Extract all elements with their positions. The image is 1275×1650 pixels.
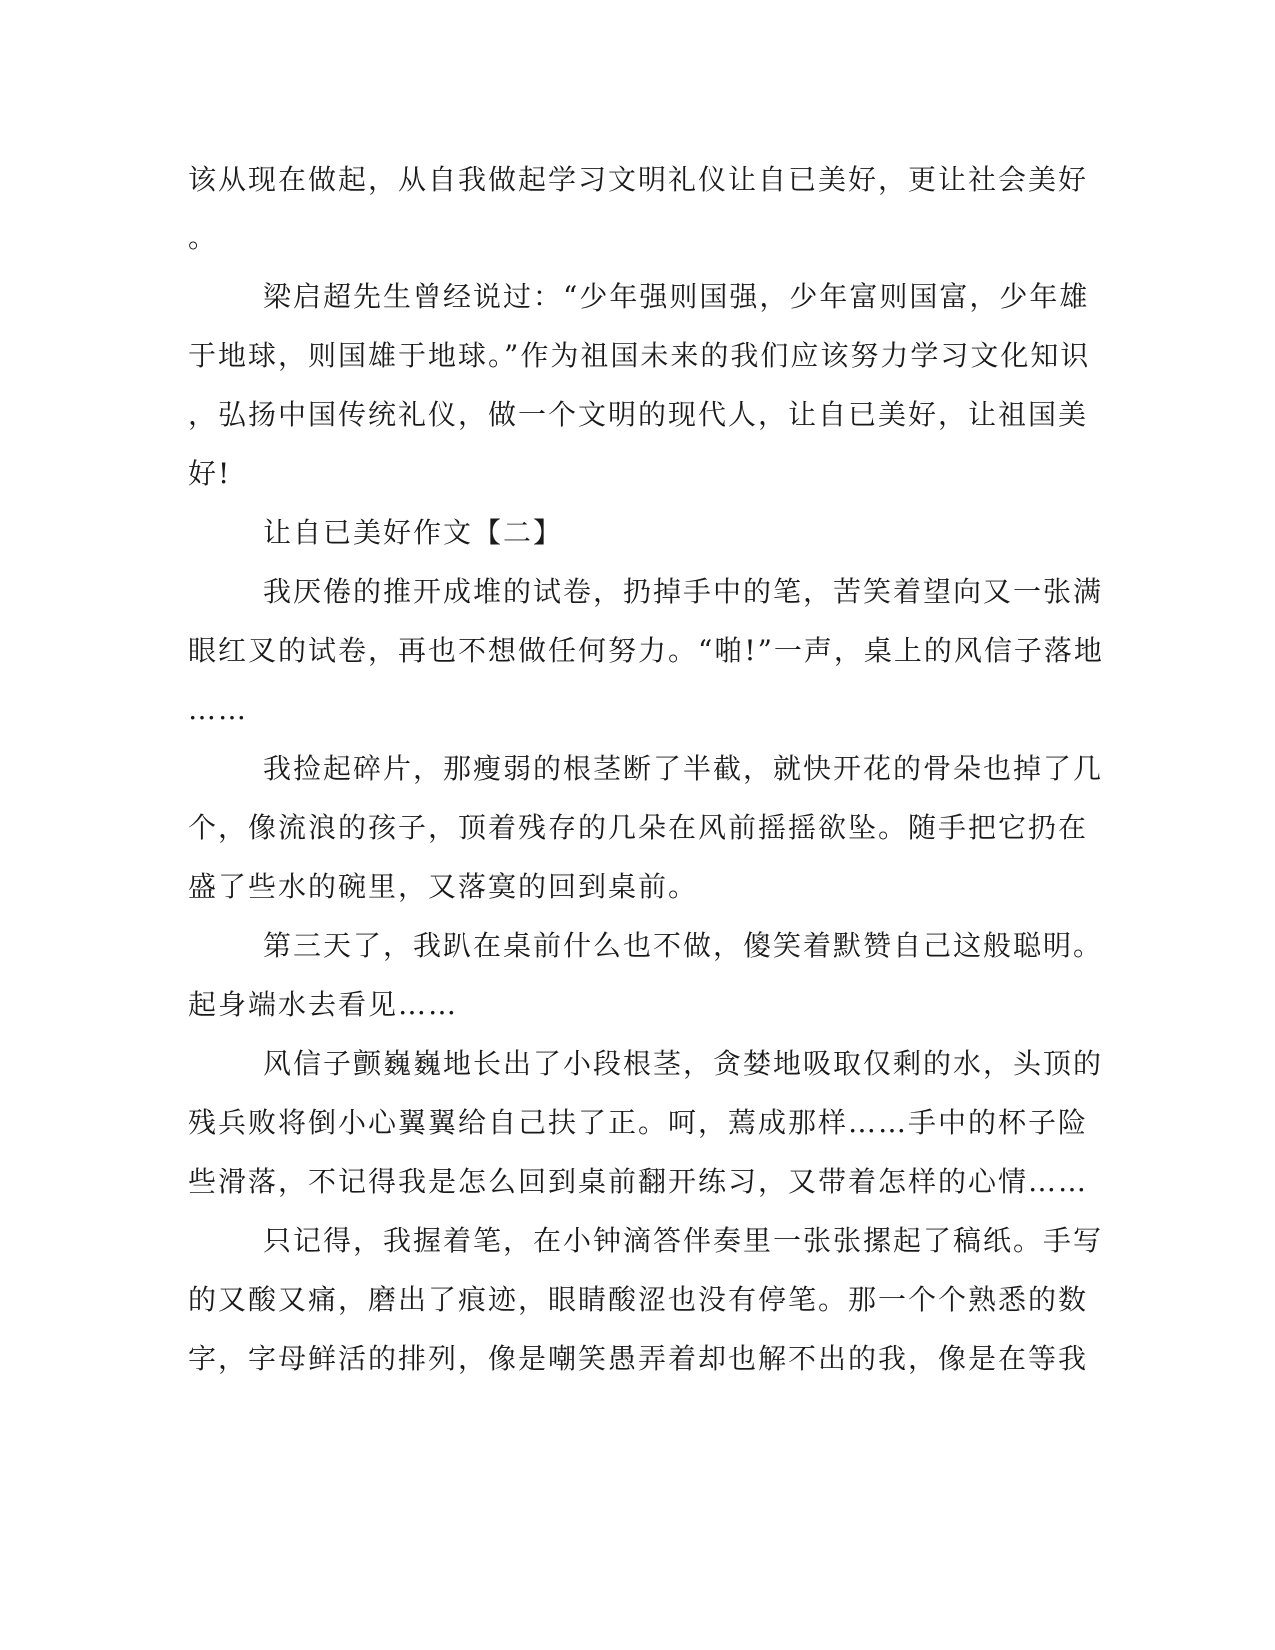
paragraph-start-line: 风信子颤巍巍地长出了小段根茎，贪婪地吸取仅剩的水，头顶的	[263, 1047, 1104, 1080]
text-line: 字，字母鲜活的排列，像是嘲笑愚弄着却也解不出的我，像是在等我	[188, 1342, 1089, 1375]
text-line: 的又酸又痛，磨出了痕迹，眼睛酸涩也没有停笔。那一个个熟悉的数	[188, 1283, 1089, 1316]
text-line: 好!	[188, 457, 232, 490]
text-line: 于地球，则国雄于地球。”作为祖国未来的我们应该努力学习文化知识	[188, 339, 1091, 372]
text-line: 该从现在做起，从自我做起学习文明礼仪让自已美好，更让社会美好	[188, 163, 1089, 196]
text-line: 个，像流浪的孩子，顶着残存的几朵在风前摇摇欲坠。随手把它扔在	[188, 811, 1089, 844]
text-line: 盛了些水的碗里，又落寞的回到桌前。	[188, 870, 699, 903]
text-line: 眼红叉的试卷，再也不想做任何努力。“啪!”一声，桌上的风信子落地	[188, 634, 1104, 667]
text-line: ……	[188, 693, 248, 726]
section-heading: 让自已美好作文【二】	[263, 516, 564, 549]
paragraph-start-line: 我捡起碎片，那瘦弱的根茎断了半截，就快开花的骨朵也掉了几	[263, 752, 1104, 785]
paragraph-start-line: 只记得，我握着笔，在小钟滴答伴奏里一张张摞起了稿纸。手写	[263, 1224, 1104, 1257]
paragraph-start-line: 梁启超先生曾经说过：“少年强则国强，少年富则国富，少年雄	[263, 280, 1090, 313]
text-line: 残兵败将倒小心翼翼给自己扶了正。呵，蔫成那样……手中的杯子险	[188, 1106, 1089, 1139]
paragraph-start-line: 我厌倦的推开成堆的试卷，扔掉手中的笔，苦笑着望向又一张满	[263, 575, 1104, 608]
paragraph-start-line: 第三天了，我趴在桌前什么也不做，傻笑着默赞自己这般聪明。	[263, 929, 1104, 962]
text-line: ，弘扬中国传统礼仪，做一个文明的现代人，让自已美好，让祖国美	[188, 398, 1089, 431]
text-line: 。	[188, 221, 219, 254]
text-line: 起身端水去看见……	[188, 988, 459, 1021]
text-line: 些滑落，不记得我是怎么回到桌前翻开练习，又带着怎样的心情……	[188, 1165, 1089, 1198]
